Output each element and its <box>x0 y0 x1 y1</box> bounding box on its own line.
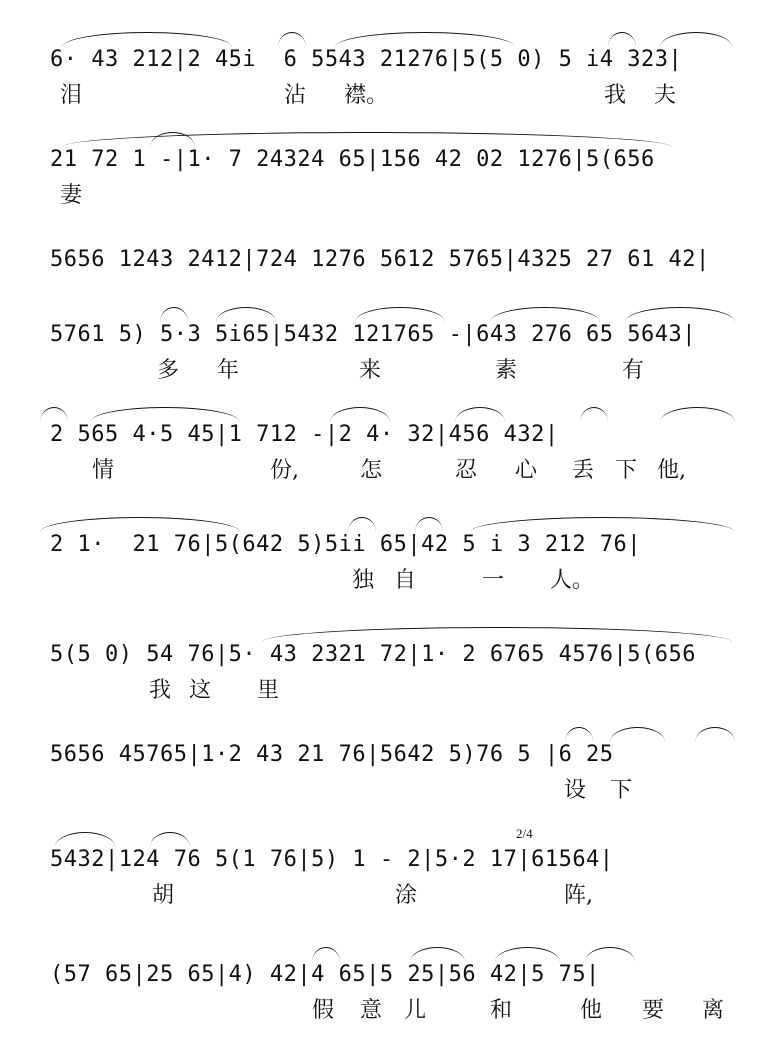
score-row-9 <box>0 826 772 940</box>
lyric-syllable: 人。 <box>550 568 595 593</box>
lyrics-line <box>52 675 742 707</box>
lyric-syllable: 这 <box>189 678 212 703</box>
lyric-syllable: 里 <box>257 678 280 703</box>
notation-line: 21 72 1 -|1· 7 24324 65|156 42 02 1276|5(656 <box>50 147 655 172</box>
lyric-syllable: 心 <box>515 458 538 483</box>
lyrics-line <box>52 775 742 807</box>
lyric-syllable: 情 <box>92 458 115 483</box>
lyric-syllable: 设 <box>564 778 587 803</box>
lyric-syllable: 他 <box>580 998 603 1023</box>
lyrics-line <box>52 565 742 597</box>
notation-line: 5656 45765|1·2 43 21 76|5642 5)76 5 |6 25 <box>50 742 614 767</box>
lyric-syllable: 和 <box>490 998 513 1023</box>
lyric-syllable: 来 <box>359 358 382 383</box>
lyric-syllable: 他, <box>657 458 686 483</box>
score-row-7 <box>0 635 772 735</box>
lyric-syllable: 假 <box>312 998 335 1023</box>
lyric-syllable: 份, <box>270 458 299 483</box>
lyric-syllable: 妻 <box>60 183 83 208</box>
lyric-syllable: 我 <box>149 678 172 703</box>
lyric-syllable: 离 <box>702 998 725 1023</box>
score-row-5 <box>0 415 772 515</box>
lyric-syllable: 我 <box>604 83 627 108</box>
lyric-syllable: 夫 <box>654 83 677 108</box>
lyric-syllable: 有 <box>622 358 645 383</box>
score-row-2 <box>0 140 772 240</box>
lyrics-line <box>52 880 742 912</box>
lyric-syllable: 忍 <box>455 458 478 483</box>
lyric-syllable: 胡 <box>152 883 175 908</box>
lyrics-line <box>52 455 742 487</box>
lyric-syllable: 多 <box>157 358 180 383</box>
lyric-syllable: 襟。 <box>344 83 389 108</box>
lyric-syllable: 沾 <box>284 83 307 108</box>
lyric-syllable: 涂 <box>395 883 418 908</box>
score-row-4 <box>0 315 772 415</box>
lyric-syllable: 独 <box>352 568 375 593</box>
lyric-syllable: 素 <box>495 358 518 383</box>
lyric-syllable: 儿 <box>404 998 427 1023</box>
notation-line: 6· 43 212|2 45i 6 5543 21276|5(5 0) 5 i4 323| <box>50 47 683 72</box>
lyric-syllable: 丢 <box>572 458 595 483</box>
notation-line: 2 1· 21 76|5(642 5)5ii 65|42 5 i 3 212 76| <box>50 532 642 557</box>
lyrics-line <box>52 995 742 1027</box>
lyric-syllable: 年 <box>217 358 240 383</box>
notation-line: 5432|124 76 5(1 76|5) 1 - 2|5·2 17|61564| <box>50 847 614 872</box>
lyrics-line <box>52 180 742 212</box>
score-row-1 <box>0 40 772 140</box>
notation-line: 5761 5) 5·3 5i65|5432 121765 -|643 276 65 5643| <box>50 322 697 347</box>
lyric-syllable: 一 <box>482 568 505 593</box>
score-row-6 <box>0 525 772 625</box>
score-row-8 <box>0 735 772 835</box>
lyrics-line <box>52 355 742 387</box>
lyric-syllable: 阵, <box>564 883 593 908</box>
lyric-syllable: 自 <box>394 568 417 593</box>
notation-line: 5(5 0) 54 76|5· 43 2321 72|1· 2 6765 4576|5(656 <box>50 642 697 667</box>
lyric-syllable: 怎 <box>360 458 383 483</box>
lyric-syllable: 要 <box>642 998 665 1023</box>
notation-line: (57 65|25 65|4) 42|4 65|5 25|56 42|5 75| <box>50 962 600 987</box>
notation-line: 5656 1243 2412|724 1276 5612 5765|4325 27 61 42| <box>50 247 710 272</box>
lyric-syllable: 意 <box>360 998 383 1023</box>
lyric-syllable: 下 <box>615 458 638 483</box>
lyric-syllable: 下 <box>610 778 633 803</box>
lyrics-line <box>52 80 742 112</box>
score-row-10 <box>0 955 772 1055</box>
time-signature: 2/4 <box>516 826 533 841</box>
notation-line: 2 565 4·5 45|1 712 -|2 4· 32|456 432| <box>50 422 559 447</box>
lyric-syllable: 泪 <box>60 83 83 108</box>
